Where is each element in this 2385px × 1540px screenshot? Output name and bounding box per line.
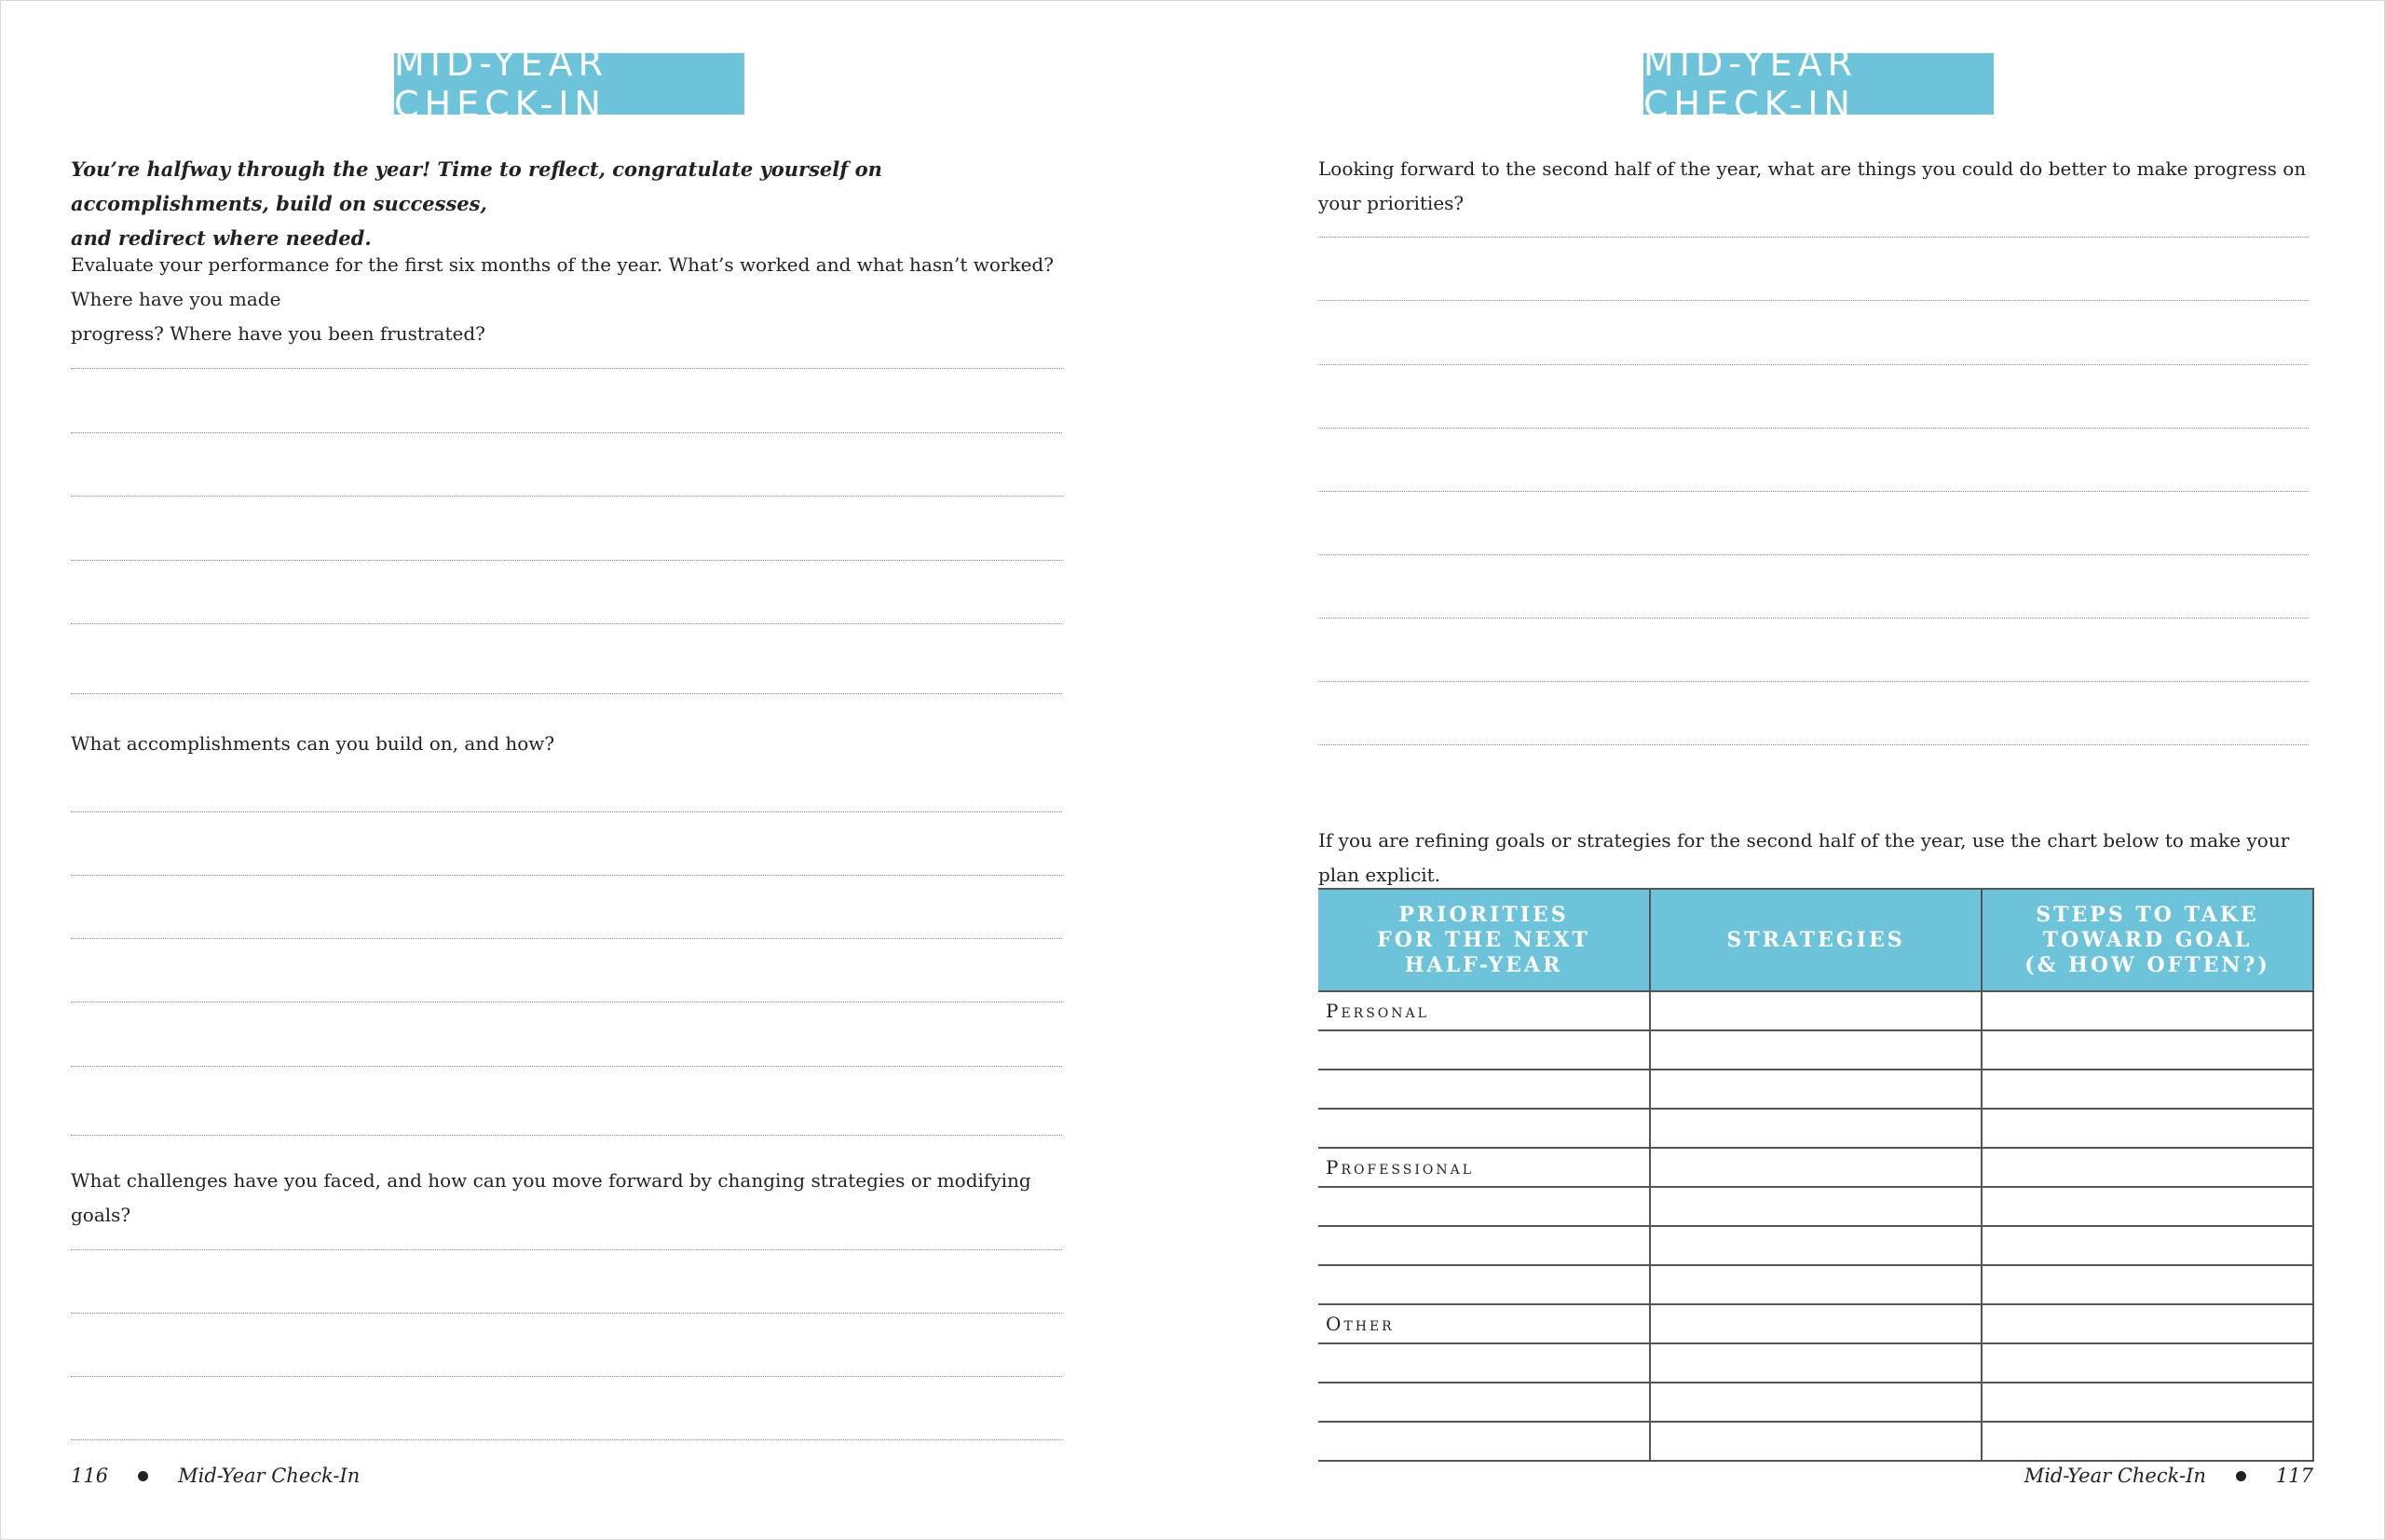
intro-line-2: and redirect where needed.: [71, 226, 372, 250]
answer-line[interactable]: [1318, 491, 2309, 492]
page-number: 116: [71, 1465, 109, 1487]
table-cell[interactable]: [1982, 1187, 2313, 1226]
answer-line[interactable]: [1318, 554, 2309, 555]
header-line: TOWARD GOAL: [2042, 927, 2253, 952]
table-cell[interactable]: [1650, 1070, 1982, 1109]
answer-line[interactable]: [1318, 618, 2309, 619]
question-evaluate: [71, 248, 1062, 351]
table-cell[interactable]: [1650, 1265, 1982, 1304]
answer-line[interactable]: [71, 811, 1062, 812]
question-refining-goals: If you are refining goals or strategies for the second half of the year, use the chart below to make your plan explicit.: [1318, 829, 2290, 886]
left-footer: [71, 1465, 360, 1487]
header-line: STEPS TO TAKE: [2036, 902, 2259, 927]
answer-line[interactable]: [71, 368, 1062, 369]
table-row: [1318, 1304, 2313, 1343]
answer-line[interactable]: [1318, 300, 2309, 301]
table-row: [1318, 1187, 2313, 1226]
intro-text: [71, 152, 1062, 255]
answer-line[interactable]: [71, 1135, 1062, 1136]
right-page: [1318, 0, 2313, 1540]
table-cell[interactable]: [1982, 1030, 2313, 1070]
plan-table: [1318, 888, 2314, 1462]
table-cell[interactable]: [1982, 1109, 2313, 1148]
table-row: [1318, 1226, 2313, 1265]
table-cell[interactable]: [1318, 1109, 1650, 1148]
header-line: FOR THE NEXT: [1377, 927, 1590, 952]
footer-title: Mid-Year Check-In: [178, 1465, 361, 1487]
question-accomplishments: What accomplishments can you build on, and how?: [71, 732, 555, 755]
table-row: [1318, 1265, 2313, 1304]
header-line: (& HOW OFTEN?): [2024, 952, 2270, 977]
table-cell[interactable]: [1318, 1070, 1650, 1109]
section-label-personal: Personal: [1318, 991, 1650, 1030]
table-cell[interactable]: [1318, 1030, 1650, 1070]
left-page-banner: MID-YEAR CHECK-IN: [394, 53, 744, 115]
answer-line[interactable]: [71, 623, 1062, 624]
right-footer: [2024, 1465, 2313, 1487]
table-cell[interactable]: [1650, 1343, 1982, 1383]
table-row: [1318, 1030, 2313, 1070]
table-cell[interactable]: [1318, 1265, 1650, 1304]
answer-line[interactable]: [71, 1376, 1062, 1377]
header-line: PRIORITIES: [1398, 902, 1569, 927]
table-cell[interactable]: [1982, 1226, 2313, 1265]
answer-line[interactable]: [71, 693, 1062, 694]
answer-line[interactable]: [1318, 681, 2309, 682]
table-row: [1318, 1148, 2313, 1187]
section-label-other: Other: [1318, 1304, 1650, 1343]
table-cell[interactable]: [1318, 1187, 1650, 1226]
table-cell[interactable]: [1650, 1030, 1982, 1070]
answer-line[interactable]: [71, 496, 1062, 497]
answer-line[interactable]: [71, 1249, 1062, 1250]
answer-line[interactable]: [1318, 744, 2309, 745]
answer-line[interactable]: [1318, 364, 2309, 365]
table-cell[interactable]: [1318, 1383, 1650, 1422]
answer-line[interactable]: [1318, 428, 2309, 429]
answer-line[interactable]: [71, 560, 1062, 561]
header-line: HALF-YEAR: [1404, 952, 1563, 977]
answer-line[interactable]: [71, 432, 1062, 433]
table-cell[interactable]: [1650, 991, 1982, 1030]
answer-line[interactable]: [71, 1313, 1062, 1314]
right-page-banner: MID-YEAR CHECK-IN: [1643, 53, 1994, 115]
table-cell[interactable]: [1982, 1343, 2313, 1383]
answer-line[interactable]: [71, 1439, 1062, 1440]
header-priorities: [1318, 889, 1650, 991]
table-row: [1318, 1109, 2313, 1148]
plan-table-header-row: [1318, 889, 2313, 991]
answer-line[interactable]: [71, 1066, 1062, 1067]
question-looking-forward: Looking forward to the second half of the year, what are things you could do better to make progress on your priorities?: [1318, 157, 2307, 214]
header-line: STRATEGIES: [1726, 927, 1905, 952]
answer-line[interactable]: [71, 938, 1062, 939]
table-cell[interactable]: [1650, 1109, 1982, 1148]
left-page: [71, 0, 1062, 1540]
answer-line[interactable]: [1318, 237, 2309, 238]
table-cell[interactable]: [1982, 1304, 2313, 1343]
table-cell[interactable]: [1982, 1265, 2313, 1304]
table-cell[interactable]: [1650, 1304, 1982, 1343]
table-row: [1318, 1383, 2313, 1422]
answer-line[interactable]: [71, 875, 1062, 876]
question-evaluate-line-1: Evaluate your performance for the first six months of the year. What’s worked and what hasn’t worked? Where have you made: [71, 253, 1054, 310]
question-challenges: What challenges have you faced, and how can you move forward by changing strategies or modifying goals?: [71, 1169, 1031, 1226]
question-evaluate-line-2: progress? Where have you been frustrated?: [71, 322, 485, 345]
section-label-professional: Professional: [1318, 1148, 1650, 1187]
table-cell[interactable]: [1982, 991, 2313, 1030]
intro-line-1: You’re halfway through the year! Time to reflect, congratulate yourself on accomplishments, build on successes,: [71, 157, 882, 215]
table-cell[interactable]: [1982, 1422, 2313, 1461]
table-cell[interactable]: [1318, 1226, 1650, 1265]
table-cell[interactable]: [1650, 1226, 1982, 1265]
table-cell[interactable]: [1982, 1070, 2313, 1109]
table-cell[interactable]: [1650, 1187, 1982, 1226]
table-row: [1318, 1343, 2313, 1383]
table-cell[interactable]: [1318, 1343, 1650, 1383]
table-row: [1318, 1422, 2313, 1461]
table-cell[interactable]: [1650, 1383, 1982, 1422]
bullet-icon: [138, 1471, 148, 1481]
table-cell[interactable]: [1650, 1422, 1982, 1461]
table-cell[interactable]: [1318, 1422, 1650, 1461]
table-row: [1318, 1070, 2313, 1109]
table-cell[interactable]: [1982, 1383, 2313, 1422]
bullet-icon: [2236, 1471, 2246, 1481]
footer-title: Mid-Year Check-In: [2024, 1465, 2206, 1487]
table-cell[interactable]: [1650, 1148, 1982, 1187]
header-strategies: [1650, 889, 1982, 991]
table-cell[interactable]: [1982, 1148, 2313, 1187]
header-steps: [1982, 889, 2313, 991]
page-number: 117: [2275, 1465, 2313, 1487]
table-row: [1318, 991, 2313, 1030]
